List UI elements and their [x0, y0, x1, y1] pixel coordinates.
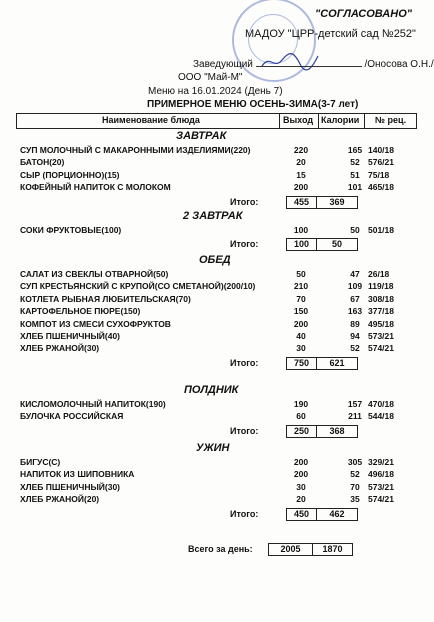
dish-output: 220: [293, 145, 309, 155]
section-title: ОБЕД: [199, 254, 231, 266]
section-total-calories: 621: [316, 357, 358, 370]
dish-calories: 101: [347, 182, 363, 193]
dish-calories: 52: [350, 469, 360, 480]
dish-name: БАТОН(20): [20, 157, 65, 168]
menu-item-row: [20, 411, 415, 423]
dish-calories: 52: [350, 343, 360, 354]
section-title: ПОЛДНИК: [184, 384, 239, 396]
dish-output: 200: [293, 457, 309, 467]
dish-recipe: 465/18: [368, 182, 394, 193]
menu-item-row: [20, 306, 415, 318]
dish-calories: 70: [350, 481, 360, 492]
dish-calories: 52: [350, 157, 360, 168]
head-label: Заведующий: [193, 59, 253, 70]
dish-calories: 47: [350, 269, 360, 279]
section-total-output: 750: [286, 357, 317, 370]
day-total-label: Всего за день:: [188, 544, 253, 554]
menu-date: Меню на 16.01.2024 (День 7): [148, 86, 283, 97]
dish-name: САЛАТ ИЗ СВЕКЛЫ ОТВАРНОЙ(50): [20, 269, 169, 279]
approval-label: "СОГЛАСОВАНО": [315, 8, 412, 20]
dish-recipe: 576/21: [368, 157, 394, 168]
dish-calories: 94: [350, 331, 360, 341]
dish-output: 70: [296, 293, 306, 304]
section-total: [230, 238, 370, 251]
dish-name: БИГУС(С): [20, 457, 61, 467]
dish-calories: 109: [347, 281, 363, 292]
dish-output: 200: [293, 469, 309, 480]
section-total-output: 455: [286, 196, 317, 209]
menu-item-row: [20, 269, 415, 281]
dish-recipe: 495/18: [368, 318, 394, 329]
dish-recipe: 377/18: [368, 306, 394, 317]
dish-calories: 89: [350, 318, 360, 329]
dish-recipe: 501/18: [368, 225, 394, 235]
menu-item-row: [20, 225, 415, 237]
company-name: ООО "Май-М": [178, 72, 243, 83]
menu-title: ПРИМЕРНОЕ МЕНЮ ОСЕНЬ-ЗИМА(3-7 лет): [147, 99, 359, 110]
dish-name: НАПИТОК ИЗ ШИПОВНИКА: [20, 469, 135, 480]
section-total-output: 450: [286, 508, 317, 521]
dish-recipe: 308/18: [368, 293, 394, 304]
dish-name: БУЛОЧКА РОССИЙСКАЯ: [20, 411, 124, 422]
dish-name: СОКИ ФРУКТОВЫЕ(100): [20, 225, 122, 235]
section-total-label: Итого:: [230, 196, 259, 207]
dish-recipe: 26/18: [368, 269, 390, 279]
menu-item-row: [20, 170, 415, 182]
dish-output: 30: [296, 481, 306, 492]
menu-item-row: [20, 157, 415, 169]
section-total: [230, 196, 370, 209]
dish-output: 190: [293, 399, 309, 409]
dish-output: 15: [296, 169, 306, 180]
dish-output: 20: [296, 494, 306, 505]
dish-name: КИСЛОМОЛОЧНЫЙ НАПИТОК(190): [20, 399, 166, 409]
dish-calories: 165: [347, 145, 363, 155]
section-total-label: Итого:: [230, 508, 259, 519]
dish-output: 40: [296, 331, 306, 341]
dish-name: СЫР (ПОРЦИОННО)(15): [20, 169, 120, 180]
dish-recipe: 119/18: [368, 281, 394, 292]
dish-name: ХЛЕБ ПШЕНИЧНЫЙ(30): [20, 481, 120, 492]
col-name: Наименование блюда: [102, 115, 200, 125]
dish-output: 50: [296, 269, 306, 279]
dish-recipe: 140/18: [368, 145, 394, 155]
col-recipe: № рец.: [375, 115, 407, 125]
menu-item-row: [20, 281, 415, 293]
dish-recipe: 573/21: [368, 331, 394, 341]
section-total: [230, 508, 370, 521]
dish-name: КАРТОФЕЛЬНОЕ ПЮРЕ(150): [20, 306, 141, 317]
menu-item-row: [20, 319, 415, 331]
menu-item-row: [20, 182, 415, 194]
dish-name: СУП МОЛОЧНЫЙ С МАКАРОННЫМИ ИЗДЕЛИЯМИ(220): [20, 145, 251, 155]
menu-item-row: [20, 469, 415, 481]
dish-name: КОТЛЕТА РЫБНАЯ ЛЮБИТЕЛЬСКАЯ(70): [20, 293, 191, 304]
dish-output: 60: [296, 411, 306, 422]
dish-calories: 305: [347, 457, 363, 467]
dish-output: 30: [296, 343, 306, 354]
menu-item-row: [20, 331, 415, 343]
dish-calories: 67: [350, 293, 360, 304]
col-calories: Калории: [321, 115, 360, 125]
dish-output: 20: [296, 157, 306, 168]
section-total-calories: 368: [316, 425, 358, 438]
section-total-output: 100: [286, 238, 317, 251]
section-total-label: Итого:: [230, 425, 259, 436]
dish-output: 200: [293, 182, 309, 193]
dish-name: ХЛЕБ РЖАНОЙ(20): [20, 494, 100, 505]
dish-name: ХЛЕБ ПШЕНИЧНЫЙ(40): [20, 331, 120, 341]
dish-name: СУП КРЕСТЬЯНСКИЙ С КРУПОЙ(СО СМЕТАНОЙ)(200/10): [20, 281, 256, 292]
dish-output: 210: [293, 281, 309, 292]
menu-item-row: [20, 343, 415, 355]
dish-name: КОМПОТ ИЗ СМЕСИ СУХОФРУКТОВ: [20, 318, 171, 329]
dish-output: 150: [293, 306, 309, 317]
menu-item-row: [20, 482, 415, 494]
dish-output: 100: [293, 225, 309, 235]
dish-name: КОФЕЙНЫЙ НАПИТОК С МОЛОКОМ: [20, 182, 171, 193]
dish-name: ХЛЕБ РЖАНОЙ(30): [20, 343, 100, 354]
head-name: /Оносова О.Н./: [364, 59, 434, 70]
signature-gap: [256, 57, 362, 67]
dish-calories: 35: [350, 494, 360, 505]
dish-recipe: 329/21: [368, 457, 394, 467]
col-output: Выход: [283, 115, 314, 125]
section-title: 2 ЗАВТРАК: [183, 210, 243, 222]
section-total: [230, 425, 370, 438]
day-total-output: 2005: [268, 543, 313, 556]
menu-item-row: [20, 145, 415, 157]
section-total-calories: 462: [316, 508, 358, 521]
menu-item-row: [20, 399, 415, 411]
dish-calories: 211: [348, 411, 362, 422]
dish-recipe: 75/18: [368, 169, 390, 180]
dish-calories: 157: [347, 399, 363, 409]
section-total-label: Итого:: [230, 239, 259, 250]
dish-calories: 51: [350, 169, 360, 180]
dish-recipe: 544/18: [368, 411, 394, 422]
section-total-calories: 50: [316, 238, 358, 251]
dish-recipe: 496/18: [368, 469, 394, 480]
section-total-calories: 369: [316, 196, 358, 209]
organization-name: МАДОУ "ЦРР-детский сад №252": [245, 28, 416, 40]
dish-recipe: 574/21: [368, 494, 394, 505]
section-total-output: 250: [286, 425, 317, 438]
menu-item-row: [20, 494, 415, 506]
dish-calories: 50: [350, 225, 360, 235]
section-title: УЖИН: [196, 442, 230, 454]
day-total-calories: 1870: [312, 543, 353, 556]
section-total-label: Итого:: [230, 357, 259, 368]
menu-item-row: [20, 457, 415, 469]
head-signature-line: [193, 57, 434, 70]
table-header: [16, 113, 417, 129]
menu-item-row: [20, 294, 415, 306]
section-total: [230, 357, 370, 370]
dish-recipe: 574/21: [368, 343, 394, 354]
day-total: [188, 543, 388, 556]
dish-recipe: 470/18: [368, 399, 394, 409]
dish-output: 200: [293, 318, 309, 329]
dish-recipe: 573/21: [368, 481, 394, 492]
dish-calories: 163: [347, 306, 363, 317]
section-title: ЗАВТРАК: [176, 130, 227, 142]
